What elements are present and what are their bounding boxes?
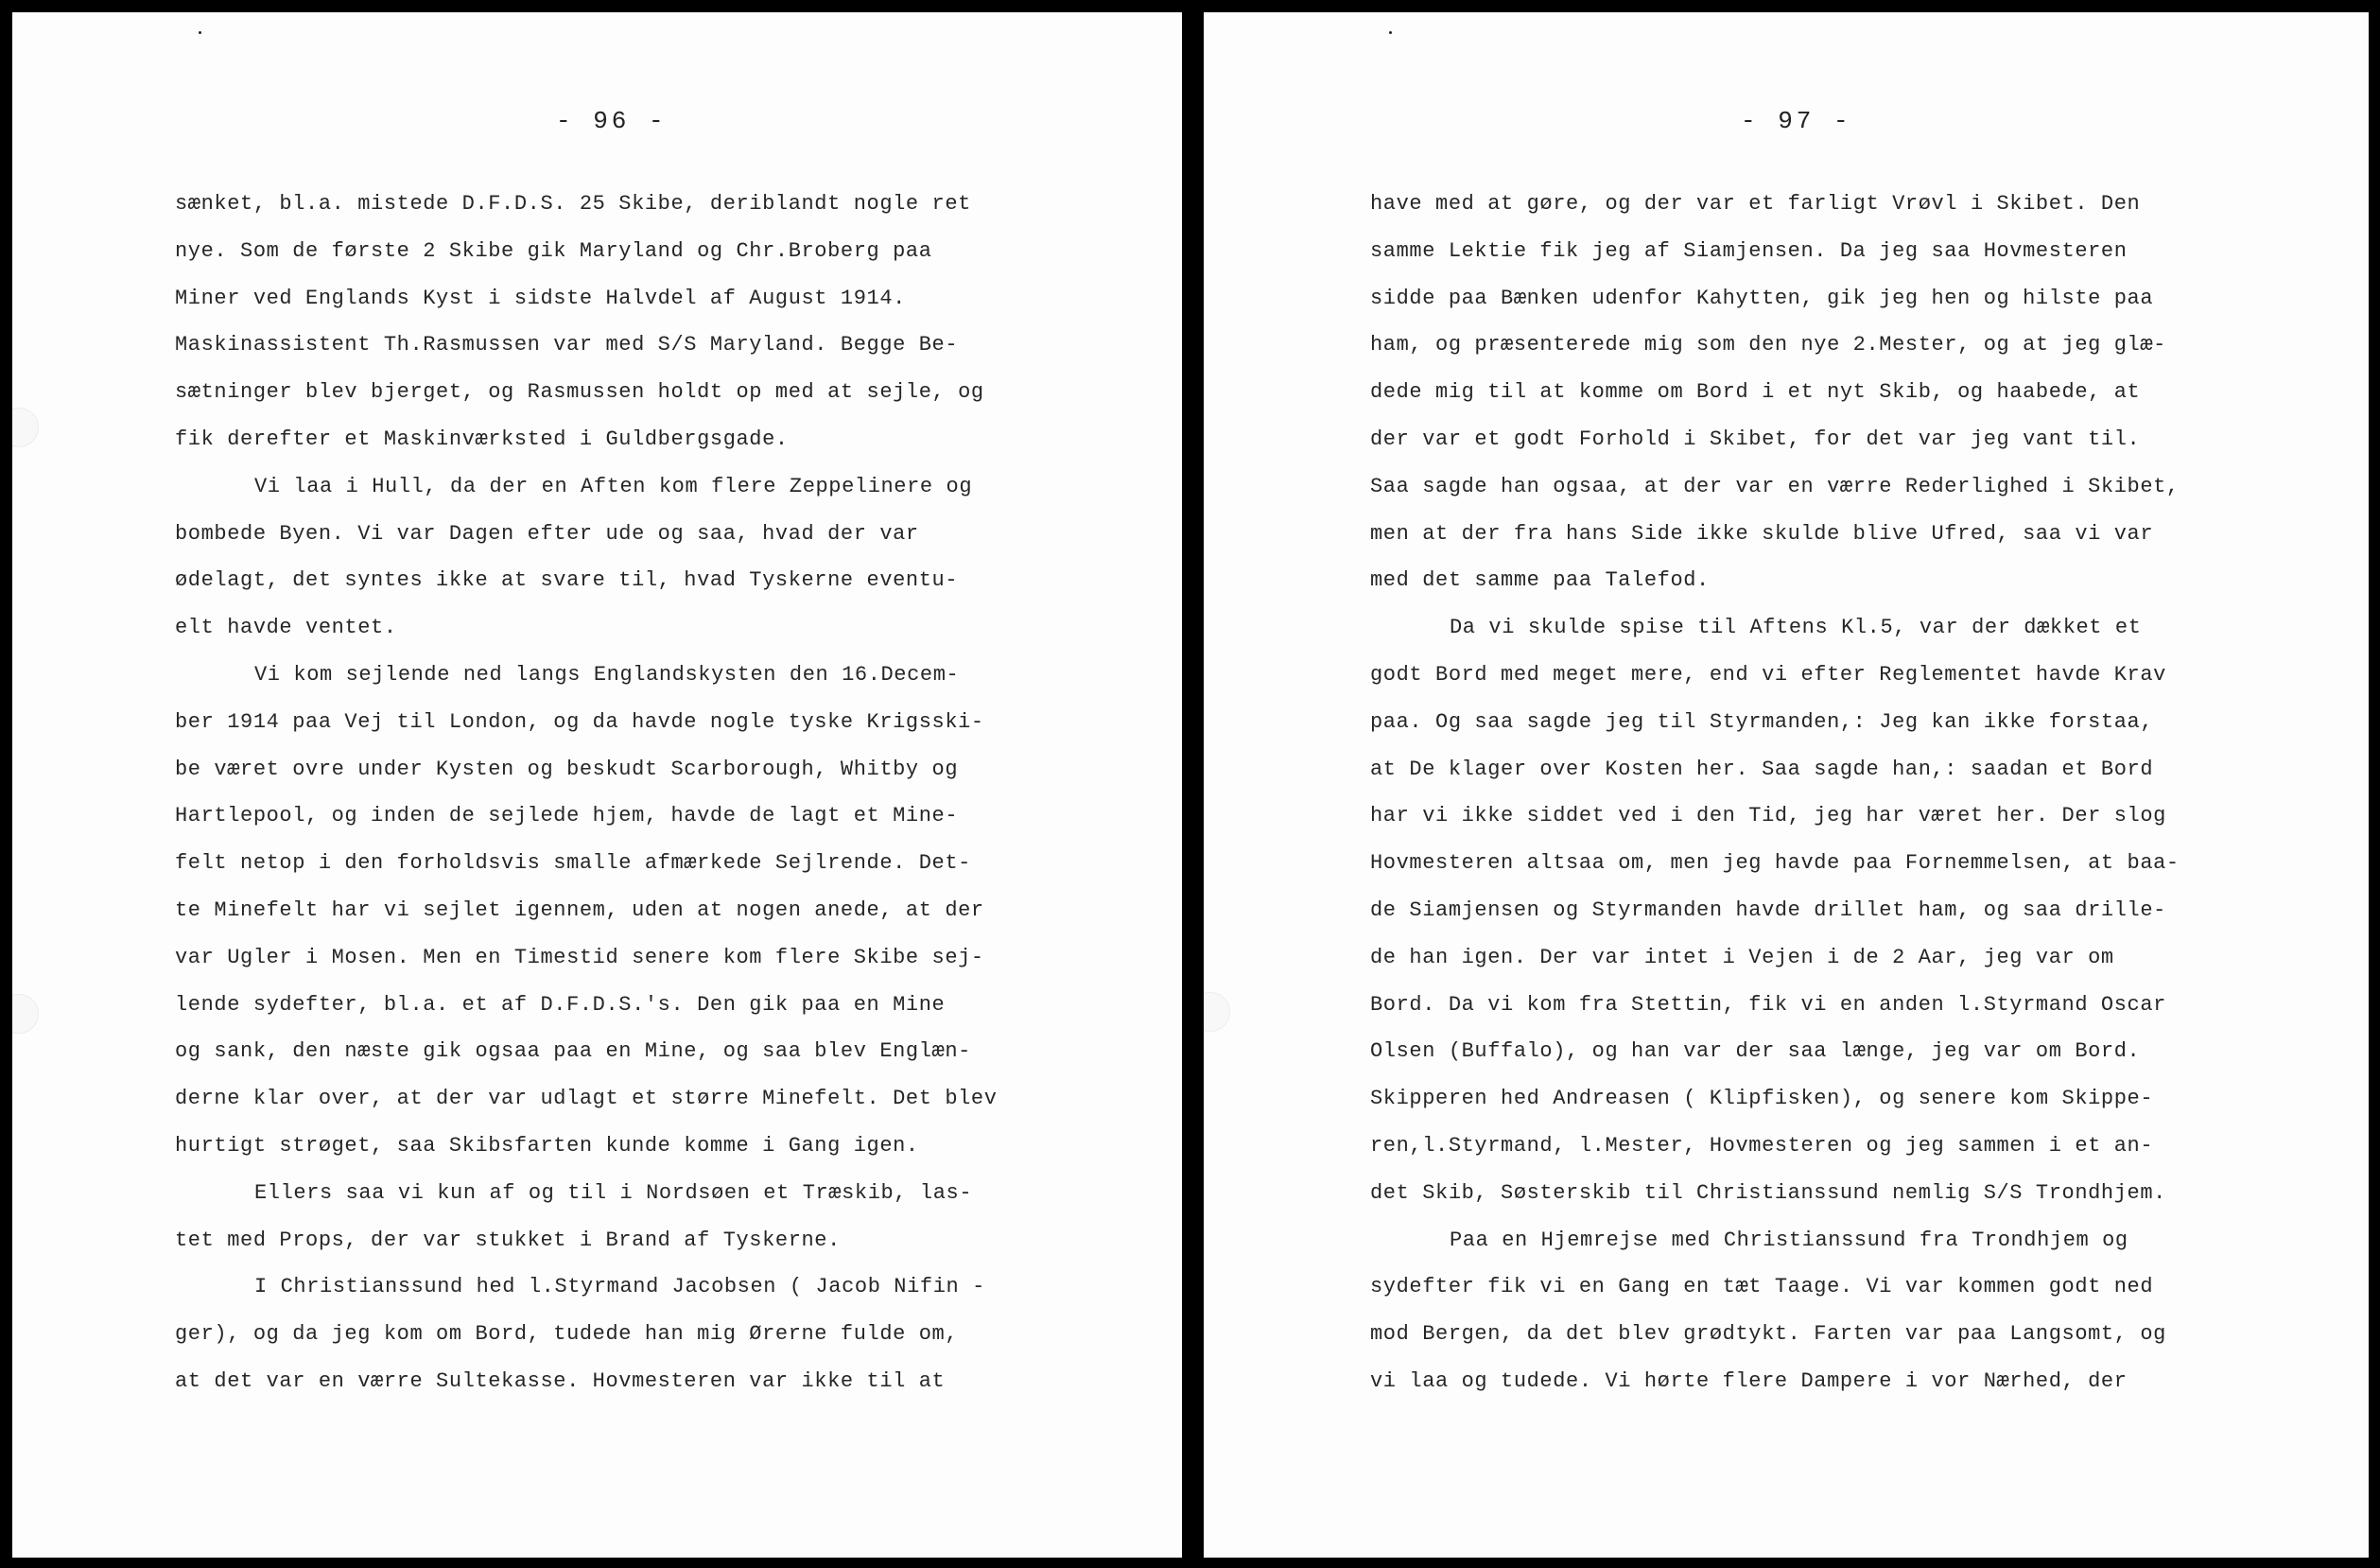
text-line: Paa en Hjemrejse med Christianssund fra Trondhjem og <box>1450 1228 2128 1252</box>
text-line: var Ugler i Mosen. Men en Timestid senere kom flere Skibe sej- <box>175 945 984 969</box>
text-line: ren,l.Styrmand, l.Mester, Hovmesteren og jeg sammen i et an- <box>1370 1133 2154 1158</box>
text-line: ham, og præsenterede mig som den nye 2.Mester, og at jeg glæ- <box>1370 333 2166 357</box>
page-speck <box>199 31 201 34</box>
text-line: og sank, den næste gik ogsaa paa en Mine, og saa blev Englæn- <box>175 1039 971 1064</box>
text-line: mod Bergen, da det blev grødtykt. Farten var paa Langsomt, og <box>1370 1322 2166 1347</box>
text-line: samme Lektie fik jeg af Siamjensen. Da jeg saa Hovmesteren <box>1370 238 2128 263</box>
text-line: sidde paa Bænken udenfor Kahytten, gik jeg hen og hilste paa <box>1370 286 2154 310</box>
text-line: Vi laa i Hull, da der en Aften kom flere Zeppelinere og <box>254 474 973 498</box>
binder-hole-mark <box>1204 992 1230 1032</box>
text-line: tet med Props, der var stukket i Brand af Tyskerne. <box>175 1228 841 1252</box>
right-page <box>1204 12 2369 1558</box>
text-line: sydefter fik vi en Gang en tæt Taage. Vi var kommen godt ned <box>1370 1275 2154 1299</box>
text-line: Olsen (Buffalo), og han var der saa længe, jeg var om Bord. <box>1370 1039 2141 1064</box>
text-line: derne klar over, at der var udlagt et større Minefelt. Det blev <box>175 1087 998 1111</box>
text-line: elt havde ventet. <box>175 616 397 640</box>
page-speck <box>1389 31 1392 34</box>
text-line: at det var en værre Sultekasse. Hovmesteren var ikke til at <box>175 1368 946 1393</box>
page-number: - 96 - <box>556 107 668 135</box>
text-line: Skipperen hed Andreasen ( Klipfisken), og senere kom Skippe- <box>1370 1087 2154 1111</box>
text-line: te Minefelt har vi sejlet igennem, uden at nogen anede, at der <box>175 897 984 922</box>
text-line: det Skib, Søsterskib til Christianssund nemlig S/S Trondhjem. <box>1370 1180 2166 1205</box>
text-line: de Siamjensen og Styrmanden havde drillet ham, og saa drille- <box>1370 897 2166 922</box>
text-line: ger), og da jeg kom om Bord, tudede han mig Ørerne fulde om, <box>175 1322 959 1347</box>
text-line: Saa sagde han ogsaa, at der var en værre Rederlighed i Skibet, <box>1370 474 2180 498</box>
text-line: Hartlepool, og inden de sejlede hjem, havde de lagt et Mine- <box>175 804 959 828</box>
text-line: lende sydefter, bl.a. et af D.F.D.S.'s. Den gik paa en Mine <box>175 992 946 1017</box>
text-line: felt netop i den forholdsvis smalle afmærkede Sejlrende. Det- <box>175 851 971 876</box>
text-line: ødelagt, det syntes ikke at svare til, hvad Tyskerne eventu- <box>175 568 959 593</box>
text-line: Hovmesteren altsaa om, men jeg havde paa Fornemmelsen, at baa- <box>1370 851 2180 876</box>
text-line: bombede Byen. Vi var Dagen efter ude og saa, hvad der var <box>175 521 919 546</box>
binder-hole-mark <box>12 994 39 1034</box>
text-line: vi laa og tudede. Vi hørte flere Dampere i vor Nærhed, der <box>1370 1368 2128 1393</box>
text-line: med det samme paa Talefod. <box>1370 568 1710 593</box>
text-line: paa. Og saa sagde jeg til Styrmanden,: Jeg kan ikke forstaa, <box>1370 709 2154 734</box>
text-line: men at der fra hans Side ikke skulde blive Ufred, saa vi var <box>1370 521 2154 546</box>
text-line: ber 1914 paa Vej til London, og da havde nogle tyske Krigsski- <box>175 709 984 734</box>
text-line: Maskinassistent Th.Rasmussen var med S/S Maryland. Begge Be- <box>175 333 959 357</box>
text-line: der var et godt Forhold i Skibet, for det var jeg vant til. <box>1370 427 2141 451</box>
text-line: at De klager over Kosten her. Saa sagde han,: saadan et Bord <box>1370 757 2154 781</box>
text-line: de han igen. Der var intet i Vejen i de 2 Aar, jeg var om <box>1370 945 2114 969</box>
text-line: Ellers saa vi kun af og til i Nordsøen et Træskib, las- <box>254 1180 973 1205</box>
text-line: sætninger blev bjerget, og Rasmussen holdt op med at sejle, og <box>175 380 984 405</box>
text-line: fik derefter et Maskinværksted i Guldbergsgade. <box>175 427 789 451</box>
text-line: Vi kom sejlende ned langs Englandskysten den 16.Decem- <box>254 662 960 687</box>
typewritten-text-block <box>175 181 998 1405</box>
text-line: Da vi skulde spise til Aftens Kl.5, var der dækket et <box>1450 616 2142 640</box>
typewritten-text-block <box>1370 181 2180 1405</box>
page-number: - 97 - <box>1741 107 1852 135</box>
binder-hole-mark <box>12 408 39 447</box>
text-line: dede mig til at komme om Bord i et nyt Skib, og haabede, at <box>1370 380 2141 405</box>
text-line: have med at gøre, og der var et farligt Vrøvl i Skibet. Den <box>1370 192 2141 216</box>
text-line: nye. Som de første 2 Skibe gik Maryland og Chr.Broberg paa <box>175 238 932 263</box>
text-line: godt Bord med meget mere, end vi efter Reglementet havde Krav <box>1370 662 2166 687</box>
text-line: hurtigt strøget, saa Skibsfarten kunde komme i Gang igen. <box>175 1133 919 1158</box>
text-line: Miner ved Englands Kyst i sidste Halvdel af August 1914. <box>175 286 906 310</box>
text-line: sænket, bl.a. mistede D.F.D.S. 25 Skibe, deriblandt nogle ret <box>175 192 971 216</box>
text-line: har vi ikke siddet ved i den Tid, jeg har været her. Der slog <box>1370 804 2166 828</box>
text-line: I Christianssund hed l.Styrmand Jacobsen ( Jacob Nifin - <box>254 1275 985 1299</box>
text-line: Bord. Da vi kom fra Stettin, fik vi en anden l.Styrmand Oscar <box>1370 992 2166 1017</box>
text-line: be været ovre under Kysten og beskudt Scarborough, Whitby og <box>175 757 959 781</box>
left-page <box>12 12 1182 1558</box>
